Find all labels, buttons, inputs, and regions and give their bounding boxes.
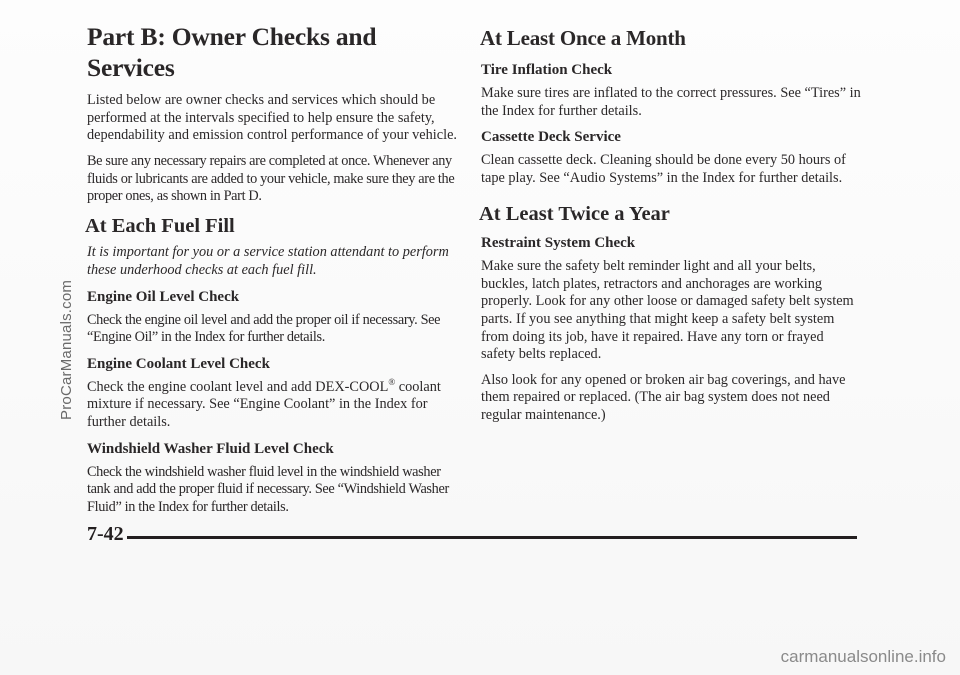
right-column (481, 22, 861, 433)
page-footer (87, 523, 857, 553)
section-heading-twice-year: At Least Twice a Year (479, 202, 670, 225)
restraint-system-heading: Restraint System Check (481, 235, 636, 252)
tire-inflation-text: Make sure tires are inflated to the correct pressures. See “Tires” in the Index for further details. (481, 85, 861, 119)
left-column (87, 22, 457, 524)
section-heading-monthly: At Least Once a Month (480, 26, 686, 50)
side-watermark: ProCarManuals.com (58, 279, 75, 420)
engine-oil-text: Check the engine oil level and add the proper oil if necessary. See “Engine Oil” in the Index for further details. (87, 311, 441, 346)
engine-coolant-heading: Engine Coolant Level Check (87, 355, 270, 372)
page-title: Part B: Owner Checks and Services (87, 22, 377, 82)
coolant-text-end: coolant mixture if necessary. See “Engine Coolant” in the Index for further details. (87, 378, 441, 430)
bottom-watermark: carmanualsonline.info (780, 647, 946, 666)
washer-fluid-heading: Windshield Washer Fluid Level Check (87, 440, 334, 457)
coolant-text-start: Check the engine coolant level and add DEX-COOL (87, 378, 389, 395)
airbag-text: Also look for any opened or broken air bag coverings, and have them repaired or replaced. (The air bag system does not need regular maintenance.) (481, 371, 846, 423)
restraint-system-text: Make sure the safety belt reminder light and all your belts, buckles, latch plates, retractors and anchorages are working properly. Look for any other loose or damaged safety belt system parts. If you see anything that might keep a safety belt system from doing its job, have it repaired. Have any torn or frayed safety belts replaced. (481, 258, 854, 363)
intro-paragraph-1: Listed below are owner checks and services which should be performed at the intervals specified to help ensure the safety, dependability and emission control performance of your vehicle. (87, 92, 458, 144)
fuel-fill-note: It is important for you or a service station attendant to perform these underhood checks at each fuel fill. (87, 244, 449, 278)
washer-fluid-text: Check the windshield washer fluid level in the windshield washer tank and add the proper fluid if necessary. See “Windshield Washer Fluid” in the Index for further details. (87, 463, 449, 515)
tire-inflation-heading: Tire Inflation Check (481, 62, 613, 79)
cassette-deck-heading: Cassette Deck Service (481, 129, 621, 146)
section-heading-fuel-fill: At Each Fuel Fill (85, 214, 235, 237)
engine-coolant-text (87, 376, 457, 432)
page-number: 7-42 (87, 523, 124, 545)
engine-oil-heading: Engine Oil Level Check (87, 288, 240, 305)
registered-mark: ® (388, 376, 396, 387)
intro-paragraph-2: Be sure any necessary repairs are completed at once. Whenever any fluids or lubricants are added to your vehicle, make sure they are the proper ones, as shown in Part D. (87, 152, 455, 205)
cassette-deck-text: Clean cassette deck. Cleaning should be done every 50 hours of tape play. See “Audio Systems” in the Index for further details. (481, 152, 846, 186)
footer-rule (127, 536, 857, 539)
